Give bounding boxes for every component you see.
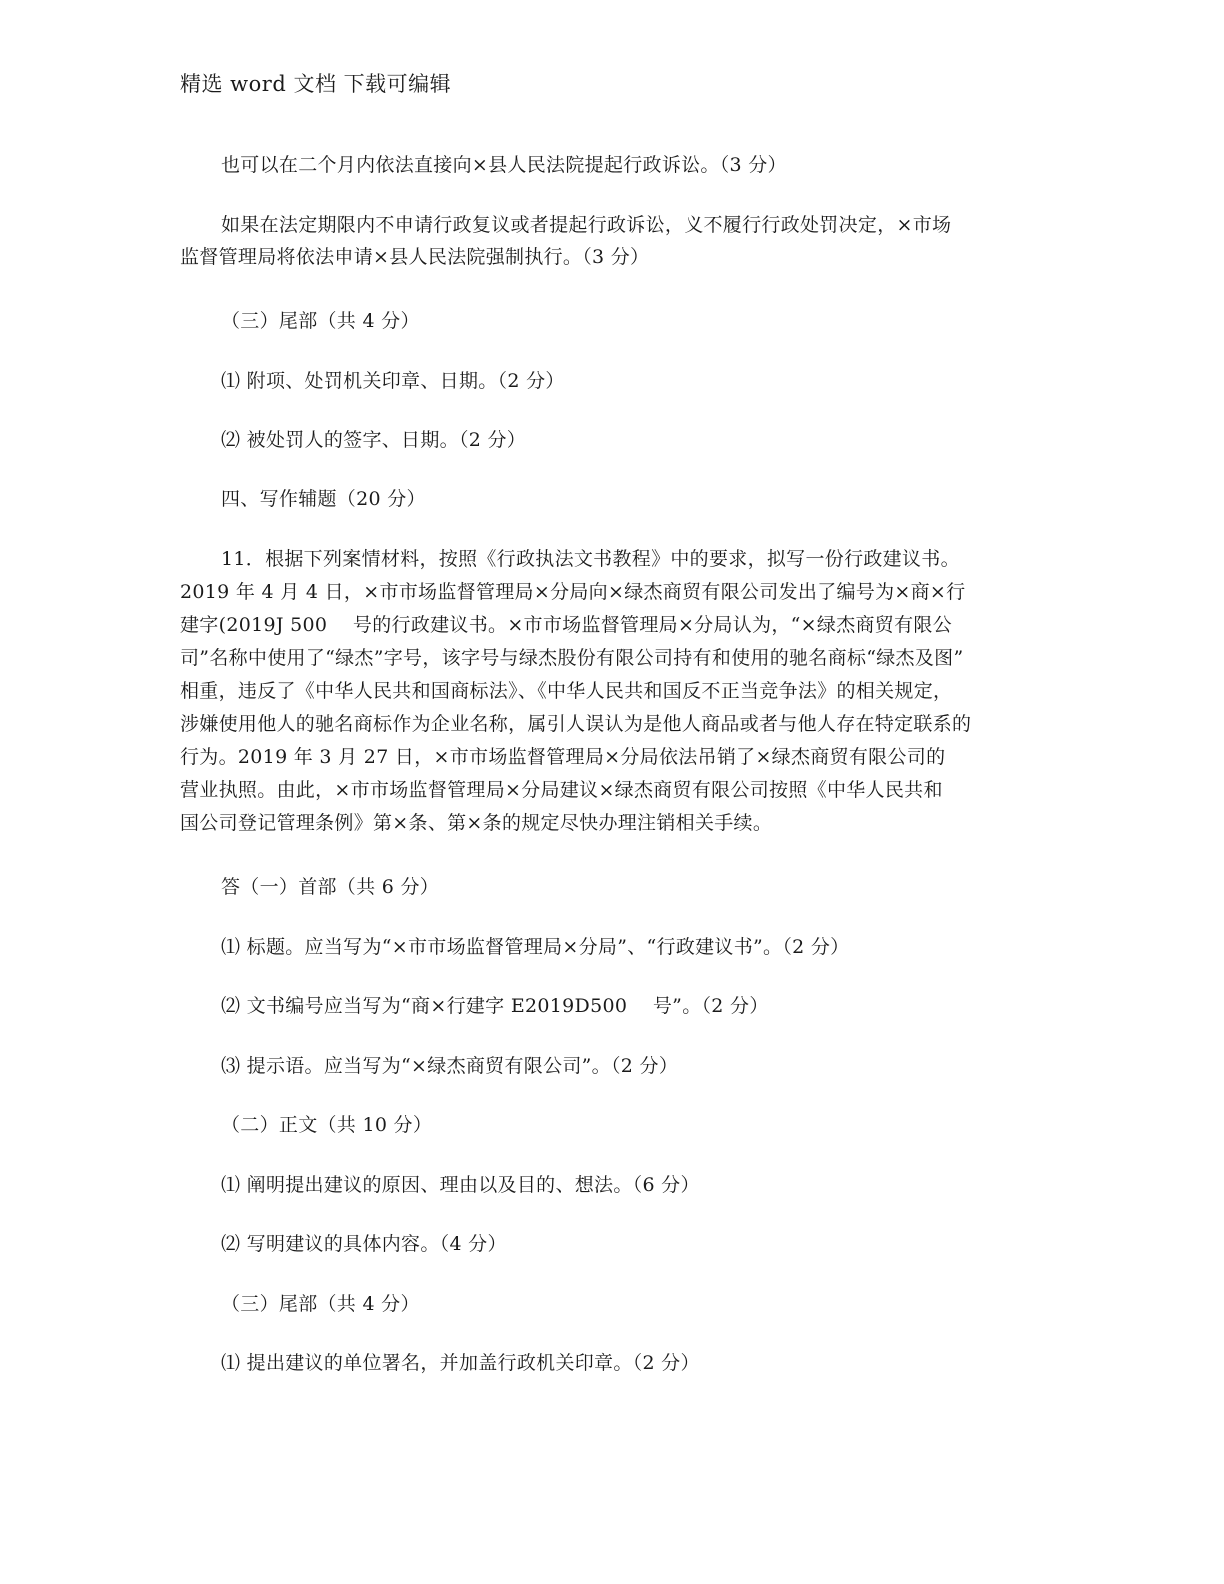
text-line: ⑵ 写明建议的具体内容。（4 分） [221,1233,507,1255]
text-line: ⑶ 提示语。应当写为“×绿杰商贸有限公司”。（2 分） [221,1055,679,1077]
text-line: 国公司登记管理条例》第×条、第×条的规定尽快办理注销相关手续。 [180,812,773,834]
text-line: ⑴ 提出建议的单位署名，并加盖行政机关印章。（2 分） [221,1352,700,1374]
text-line: ⑵ 被处罚人的签字、日期。（2 分） [221,429,527,451]
text-line: ⑴ 标题。应当写为“×市市场监督管理局×分局”、“行政建议书”。（2 分） [221,936,850,958]
text-line: 如果在法定期限内不申请行政复议或者提起行政诉讼，义不履行行政处罚决定，×市场 [221,214,952,236]
text-line: 监督管理局将依法申请×县人民法院强制执行。（3 分） [180,246,650,268]
text-line: 行为。2019 年 3 月 27 日，×市市场监督管理局×分局依法吊销了×绿杰商贸有限公司的 [180,746,946,768]
text-line: 相重，违反了《中华人民共和国商标法》、《中华人民共和国反不正当竞争法》的相关规定， [180,680,953,702]
page-header: 精选 word 文档 下载可编辑 [180,72,452,96]
text-line: ⑵ 文书编号应当写为“商×行建字 E2019D500 号”。（2 分） [221,995,769,1017]
section-heading: （三）尾部（共 4 分） [221,310,420,332]
text-line: 11．根据下列案情材料，按照《行政执法文书教程》中的要求，拟写一份行政建议书。 [221,548,960,570]
text-line: ⑴ 附项、处罚机关印章、日期。（2 分） [221,370,565,392]
text-line: 也可以在二个月内依法直接向×县人民法院提起行政诉讼。（3 分） [221,154,787,176]
text-line: 涉嫌使用他人的驰名商标作为企业名称，属引人误认为是他人商品或者与他人存在特定联系的 [180,713,972,735]
text-line: 建字(2019J 500 号的行政建议书。×市市场监督管理局×分局认为，“×绿杰商贸有限公 [180,614,953,636]
section-heading: 四、写作辅题（20 分） [221,488,426,510]
text-line: ⑴ 阐明提出建议的原因、理由以及目的、想法。（6 分） [221,1174,700,1196]
section-heading: （二）正文（共 10 分） [221,1114,433,1136]
text-line: 2019 年 4 月 4 日，×市市场监督管理局×分局向×绿杰商贸有限公司发出了编号为×商×行 [180,581,966,603]
section-heading: （三）尾部（共 4 分） [221,1293,420,1315]
text-line: 营业执照。由此，×市市场监督管理局×分局建议×绿杰商贸有限公司按照《中华人民共和 [180,779,943,801]
text-line: 司”名称中使用了“绿杰”字号，该字号与绿杰股份有限公司持有和使用的驰名商标“绿杰及图” [180,647,964,669]
section-heading: 答（一）首部（共 6 分） [221,876,440,898]
